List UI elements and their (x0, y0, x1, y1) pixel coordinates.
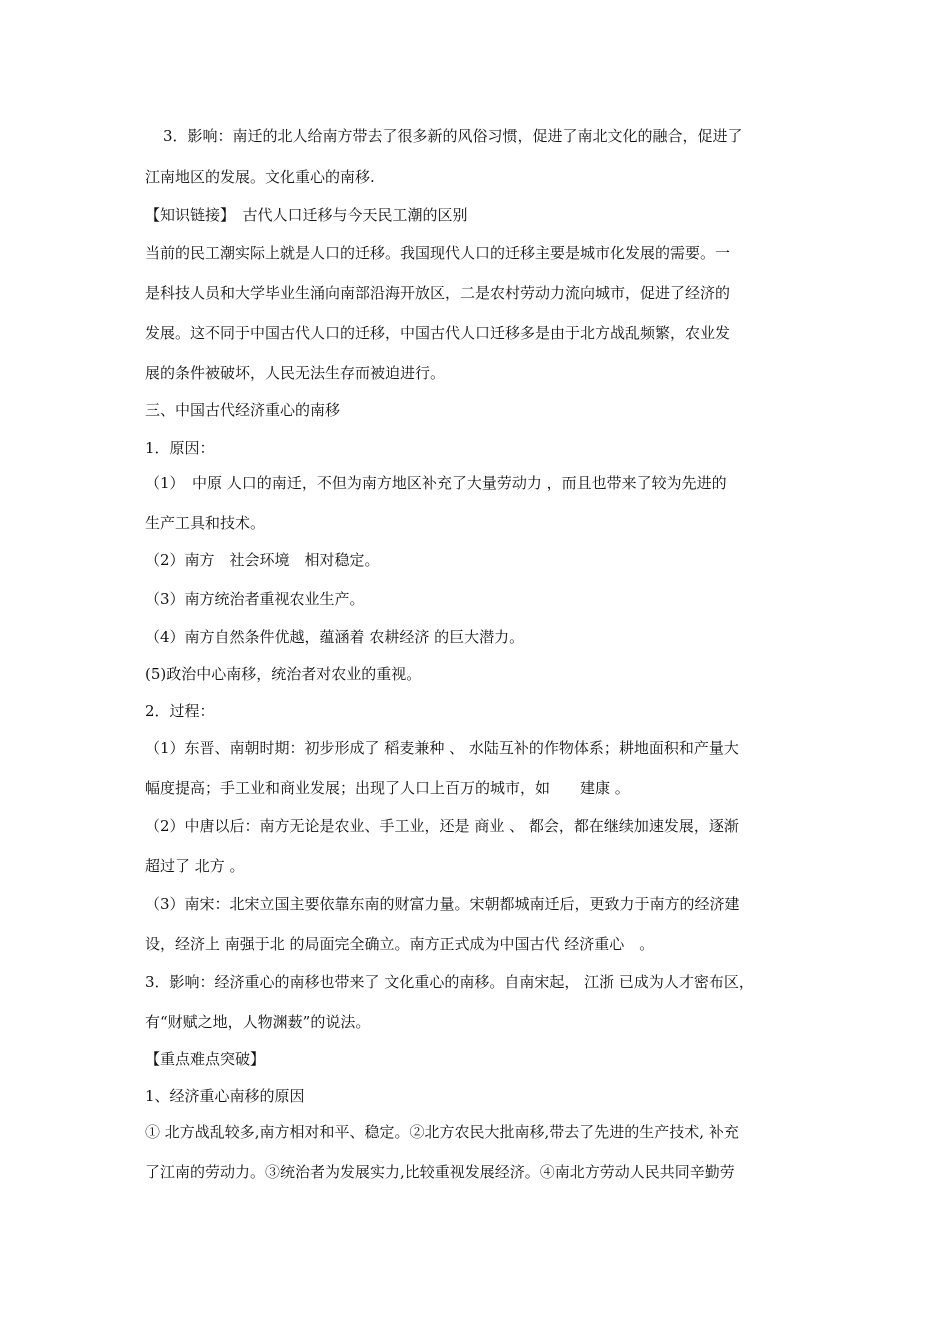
process-3-line-2: 设，经济上 南强于北 的局面完全确立。南方正式成为中国古代 经济重心 。 (145, 935, 655, 953)
key-point-1-line-1: ① 北方战乱较多,南方相对和平、稳定。②北方农民大批南移,带去了先进的生产技术, 补充 (145, 1123, 739, 1141)
cause-1-line-2: 生产工具和技术。 (145, 514, 266, 532)
cause-5: (5)政治中心南移，统治者对农业的重视。 (145, 665, 422, 683)
key-point-1-line-2: 了江南的劳动力。③统治者为发展实力,比较重视发展经济。④南北方劳动人民共同辛勤劳 (145, 1163, 735, 1181)
cause-1-line-1: （1） 中原 人口的南迁，不但为南方地区补充了大量劳动力 ，而且也带来了较为先进的 (145, 474, 727, 492)
key-points-heading: 【重点难点突破】 (145, 1050, 266, 1068)
text-line-migrant-2: 是科技人员和大学毕业生涌向南部沿海开放区，二是农村劳动力流向城市，促进了经济的 (145, 284, 731, 302)
text-line-migrant-4: 展的条件被破坏，人民无法生存而被迫进行。 (145, 364, 446, 382)
impact-line-1: 3．影响：经济重心的南移也带来了 文化重心的南移。自南宋起， 江浙 已成为人才密布区， (145, 973, 754, 991)
cause-2: （2）南方 社会环境 相对稳定。 (145, 551, 380, 569)
subheading-causes: 1．原因： (145, 439, 215, 457)
cause-4: （4）南方自然条件优越，蕴涵着 农耕经济 的巨大潜力。 (145, 628, 525, 646)
text-line-impact-migration-1: 3．影响：南迁的北人给南方带去了很多新的风俗习惯，促进了南北文化的融合，促进了 (163, 127, 743, 145)
subheading-process: 2．过程： (145, 702, 215, 720)
text-line-migrant-3: 发展。这不同于中国古代人口的迁移，中国古代人口迁移多是由于北方战乱频繁，农业发 (145, 324, 731, 342)
text-line-impact-migration-2: 江南地区的发展。文化重心的南移. (145, 168, 375, 186)
process-1-line-1: （1）东晋、南朝时期：初步形成了 稻麦兼种 、 水陆互补的作物体系；耕地面积和产量大 (145, 739, 739, 757)
cause-3: （3）南方统治者重视农业生产。 (145, 590, 365, 608)
text-line-migrant-1: 当前的民工潮实际上就是人口的迁移。我国现代人口的迁移主要是城市化发展的需要。一 (145, 244, 731, 262)
impact-line-2: 有“财赋之地，人物渊薮”的说法。 (145, 1013, 371, 1031)
process-2-line-2: 超过了 北方 。 (145, 857, 245, 875)
section-heading-economic-shift: 三、中国古代经济重心的南移 (145, 401, 341, 419)
process-3-line-1: （3）南宋：北宋立国主要依靠东南的财富力量。宋朝都城南迁后，更致力于南方的经济建 (145, 895, 740, 913)
key-point-1-heading: 1、经济重心南移的原因 (145, 1087, 305, 1105)
process-2-line-1: （2）中唐以后：南方无论是农业、手工业，还是 商业 、 都会，都在继续加速发展，逐渐 (145, 817, 739, 835)
process-1-line-2: 幅度提高；手工业和商业发展；出现了人口上百万的城市，如 建康 。 (145, 779, 630, 797)
knowledge-link-heading: 【知识链接】 古代人口迁移与今天民工潮的区别 (145, 206, 468, 224)
